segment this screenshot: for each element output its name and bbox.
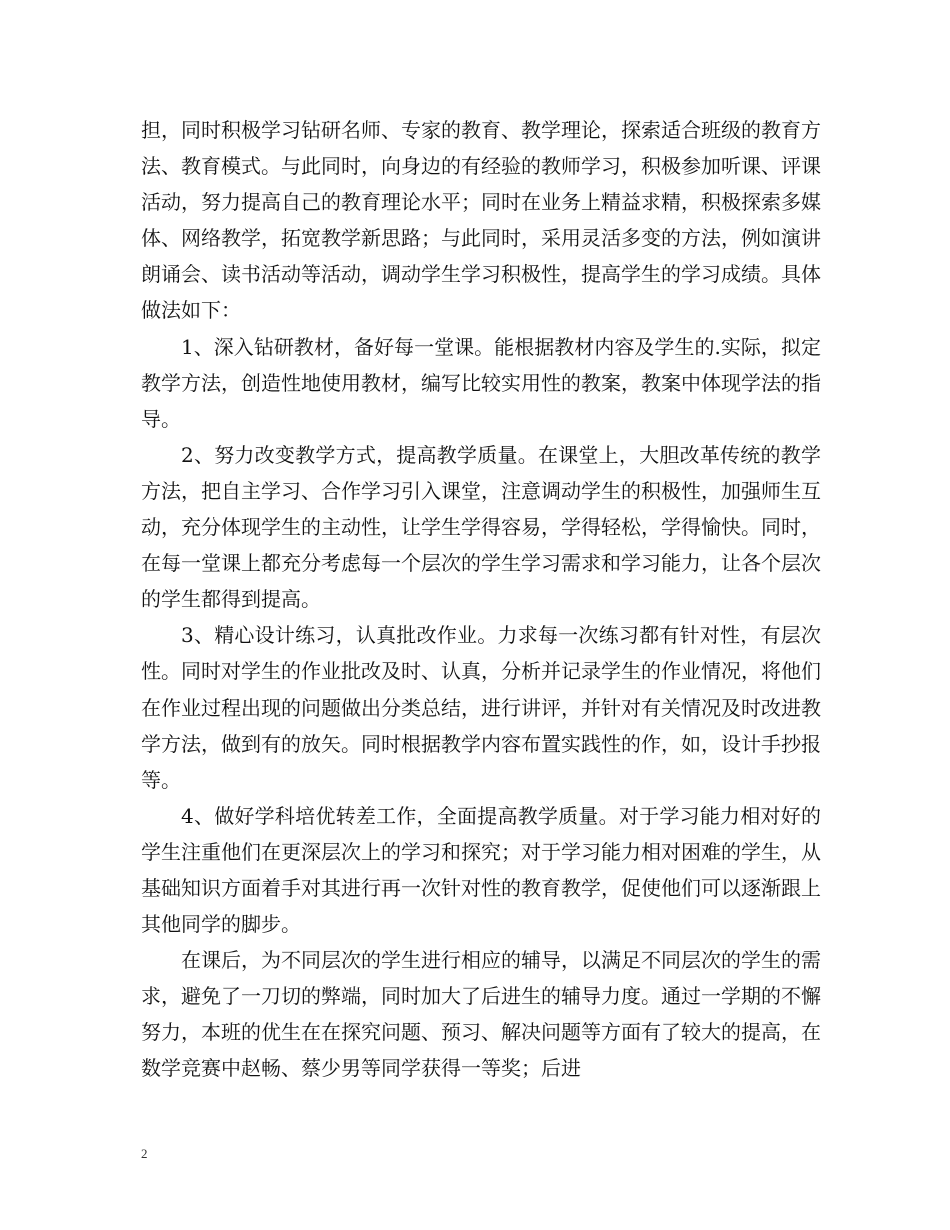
paragraph-item-3: 3、精心设计练习，认真批改作业。力求每一次练习都有针对性，有层次性。同时对学生的作业批改及时、认真，分析并记录学生的作业情况，将他们在作业过程出现的问题做出分类总结，进行讲评，并针对有关情况及时改进教学方法，做到有的放矢。同时根据教学内容布置实践性的作，如，设计手抄报等。 <box>141 623 821 792</box>
paragraph-after-class: 在课后，为不同层次的学生进行相应的辅导，以满足不同层次的学生的需求，避免了一刀切的弊端，同时加大了后进生的辅导力度。通过一学期的不懈努力，本班的优生在在探究问题、预习、解决问题等方面有了较大的提高，在数学竞赛中赵畅、蔡少男等同学获得一等奖；后进 <box>141 948 821 1081</box>
page-number: 2 <box>141 1146 148 1161</box>
paragraph-continuation: 担，同时积极学习钻研名师、专家的教育、教学理论，探索适合班级的教育方法、教育模式。与此同时，向身边的有经验的教师学习，积极参加听课、评课活动，努力提高自己的教育理论水平；同时在业务上精益求精，积极探索多媒体、网络教学，拓宽教学新思路；与此同时，采用灵活多变的方法，例如演讲朗诵会、读书活动等活动，调动学生学习积极性，提高学生的学习成绩。具体做法如下： <box>141 118 821 323</box>
paragraph-item-4: 4、做好学科培优转差工作，全面提高教学质量。对于学习能力相对好的学生注重他们在更深层次上的学习和探究；对于学习能力相对困难的学生，从基础知识方面着手对其进行再一次针对性的教育教学，促使他们可以逐渐跟上其他同学的脚步。 <box>141 803 821 937</box>
document-body <box>141 112 821 1087</box>
paragraph-item-1: 1、深入钻研教材，备好每一堂课。能根据教材内容及学生的.实际，拟定教学方法，创造性地使用教材，编写比较实用性的教案，教案中体现学法的指导。 <box>141 334 821 431</box>
paragraph-item-2: 2、努力改变教学方式，提高教学质量。在课堂上，大胆改革传统的教学方法，把自主学习、合作学习引入课堂，注意调动学生的积极性，加强师生互动，充分体现学生的主动性，让学生学得容易，学得轻松，学得愉快。同时，在每一堂课上都充分考虑每一个层次的学生学习需求和学习能力，让各个层次的学生都得到提高。 <box>141 442 821 612</box>
